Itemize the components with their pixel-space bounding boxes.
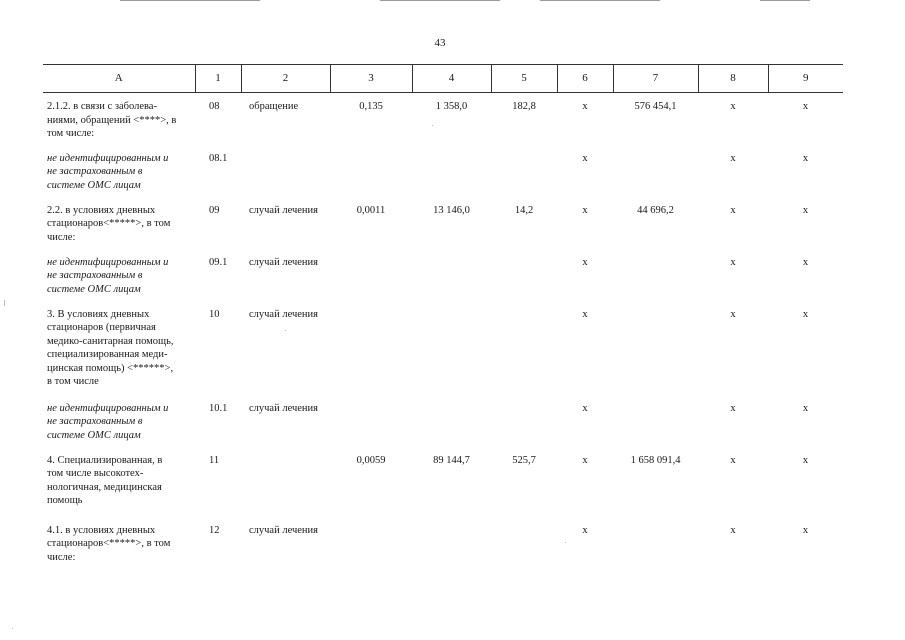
- unit-cell: обращение: [249, 101, 299, 112]
- value-cell-col9: х: [802, 256, 809, 268]
- page-number: 43: [434, 37, 446, 49]
- value-cell-col3: 0,135: [359, 101, 383, 112]
- row-code-cell: 09: [209, 204, 220, 216]
- column-header: 8: [698, 65, 768, 93]
- value-cell-col4: 89 144,7: [433, 454, 470, 466]
- row-code-cell: 11: [209, 454, 220, 466]
- value-cell-col7: [613, 145, 698, 197]
- row-code-cell: 12: [209, 524, 220, 536]
- value-cell-col9: х: [802, 454, 809, 466]
- table-row: [43, 93, 843, 145]
- table-row: [43, 517, 843, 567]
- row-code-cell: 10: [209, 308, 220, 320]
- row-label-line: 3. В условиях дневных: [47, 308, 150, 320]
- row-label-cell: [43, 301, 195, 395]
- scan-speck: [565, 542, 566, 543]
- row-label-line: числе:: [47, 551, 76, 563]
- column-header: А: [43, 65, 195, 93]
- column-header: 1: [195, 65, 241, 93]
- unit-cell: случай лечения: [249, 402, 318, 414]
- row-code-cell: 09.1: [209, 256, 228, 268]
- row-label-line: стационаров (первичная: [47, 322, 156, 333]
- column-header: 9: [768, 65, 843, 93]
- table-row: [43, 395, 843, 447]
- unit-cell: [241, 447, 330, 517]
- table-body: [43, 93, 843, 567]
- row-label-line: нологичная, медицинская: [47, 481, 162, 493]
- table-header-row: [43, 65, 843, 93]
- column-header: 2: [241, 65, 330, 93]
- row-label-cell: [43, 145, 195, 197]
- row-label-line: стационаров<*****>, в том: [47, 538, 171, 549]
- value-cell-col3: 0,0059: [356, 454, 386, 466]
- value-cell-col4: 1 358,0: [435, 101, 468, 112]
- row-label-line: системе ОМС лицам: [47, 429, 141, 441]
- column-header: 4: [412, 65, 491, 93]
- data-table: [43, 64, 843, 567]
- value-cell-col5: [491, 395, 557, 447]
- scan-speck: [432, 125, 433, 126]
- value-cell-col5: [491, 517, 557, 567]
- row-label-cell: [43, 517, 195, 567]
- value-cell-col8: х: [730, 524, 736, 536]
- row-label-line: 4.1. в условиях дневных: [47, 524, 156, 536]
- value-cell-col5: 525,7: [512, 454, 536, 466]
- row-label-line: не застрахованным в: [47, 270, 143, 281]
- table-row: [43, 197, 843, 249]
- value-cell-col6: х: [582, 308, 588, 320]
- row-code-cell: 08.1: [209, 152, 228, 164]
- value-cell-col7: [613, 249, 698, 301]
- row-label-line: системе ОМС лицам: [47, 283, 141, 295]
- unit-cell: [241, 145, 330, 197]
- value-cell-col6: х: [582, 256, 588, 268]
- value-cell-col4: [412, 517, 491, 567]
- value-cell-col9: х: [802, 204, 809, 216]
- scan-edge-line: [120, 0, 260, 1]
- row-label-cell: [43, 395, 195, 447]
- table-row: [43, 447, 843, 517]
- value-cell-col3: [330, 249, 412, 301]
- value-cell-col3: [330, 395, 412, 447]
- row-label-line: 2.2. в условиях дневных: [47, 204, 156, 216]
- row-label-line: медико-санитарная помощь,: [47, 335, 174, 347]
- value-cell-col8: х: [730, 101, 736, 112]
- value-cell-col8: х: [730, 256, 736, 268]
- value-cell-col8: х: [730, 402, 736, 414]
- row-label-line: не застрахованным в: [47, 166, 143, 177]
- value-cell-col8: х: [730, 152, 736, 164]
- row-label-line: не идентифицированным и: [47, 256, 169, 268]
- row-label-line: не идентифицированным и: [47, 402, 169, 414]
- value-cell-col6: х: [582, 454, 588, 466]
- row-label-cell: [43, 93, 195, 145]
- value-cell-col7: 576 454,1: [634, 101, 677, 112]
- value-cell-col5: [491, 145, 557, 197]
- scan-edge-line: [540, 0, 660, 1]
- value-cell-col7: [613, 301, 698, 395]
- row-label-line: том числе высокотех-: [47, 468, 144, 479]
- value-cell-col8: х: [730, 308, 736, 320]
- row-label-line: системе ОМС лицам: [47, 179, 141, 191]
- column-header: 5: [491, 65, 557, 93]
- value-cell-col5: [491, 301, 557, 395]
- value-cell-col7: 44 696,2: [637, 204, 674, 216]
- value-cell-col3: [330, 301, 412, 395]
- row-label-line: цинская помощь) <******>,: [47, 362, 174, 374]
- table-row: [43, 301, 843, 395]
- value-cell-col3: [330, 517, 412, 567]
- row-code-cell: 10.1: [209, 402, 228, 414]
- value-cell-col9: х: [802, 308, 809, 320]
- value-cell-col7: [613, 395, 698, 447]
- value-cell-col6: х: [582, 101, 588, 112]
- row-label-line: стационаров<*****>, в том: [47, 218, 171, 229]
- row-label-line: не идентифицированным и: [47, 152, 169, 164]
- scan-speck: [12, 628, 13, 629]
- value-cell-col5: 14,2: [514, 204, 534, 216]
- scan-edge-line: [380, 0, 500, 1]
- value-cell-col3: 0,0011: [356, 204, 386, 216]
- value-cell-col6: х: [582, 524, 588, 536]
- value-cell-col4: [412, 145, 491, 197]
- value-cell-col8: х: [730, 204, 736, 216]
- scan-speck: [285, 330, 286, 331]
- scan-speck: [4, 300, 5, 306]
- value-cell-col4: 13 146,0: [433, 204, 470, 216]
- row-label-line: числе:: [47, 231, 76, 243]
- column-header: 7: [613, 65, 698, 93]
- value-cell-col4: [412, 249, 491, 301]
- value-cell-col9: х: [802, 402, 809, 414]
- row-label-line: 2.1.2. в связи с заболева-: [47, 101, 157, 112]
- value-cell-col4: [412, 395, 491, 447]
- row-label-line: 4. Специализированная, в: [47, 454, 163, 466]
- row-code-cell: 08: [209, 101, 220, 112]
- unit-cell: случай лечения: [249, 256, 318, 268]
- value-cell-col4: [412, 301, 491, 395]
- row-label-cell: [43, 447, 195, 517]
- unit-cell: случай лечения: [249, 204, 318, 216]
- row-label-line: в том числе: [47, 376, 99, 387]
- value-cell-col9: х: [802, 101, 809, 112]
- value-cell-col9: х: [802, 152, 809, 164]
- table-row: [43, 145, 843, 197]
- unit-cell: случай лечения: [249, 524, 318, 536]
- value-cell-col7: 1 658 091,4: [630, 454, 681, 466]
- table-row: [43, 249, 843, 301]
- value-cell-col6: х: [582, 402, 588, 414]
- row-label-cell: [43, 197, 195, 249]
- row-label-cell: [43, 249, 195, 301]
- row-label-line: специализированная меди-: [47, 349, 168, 360]
- value-cell-col8: х: [730, 454, 736, 466]
- unit-cell: случай лечения: [249, 308, 318, 320]
- value-cell-col7: [613, 517, 698, 567]
- value-cell-col6: х: [582, 152, 588, 164]
- value-cell-col5: 182,8: [512, 101, 536, 112]
- column-header: 6: [557, 65, 613, 93]
- column-header: 3: [330, 65, 412, 93]
- value-cell-col6: х: [582, 204, 588, 216]
- row-label-line: ниями, обращений <****>, в: [47, 114, 177, 126]
- row-label-line: помощь: [47, 495, 83, 506]
- value-cell-col9: х: [802, 524, 809, 536]
- row-label-line: том числе:: [47, 128, 95, 139]
- row-label-line: не застрахованным в: [47, 416, 143, 427]
- scan-edge-line: [760, 0, 810, 1]
- value-cell-col3: [330, 145, 412, 197]
- value-cell-col5: [491, 249, 557, 301]
